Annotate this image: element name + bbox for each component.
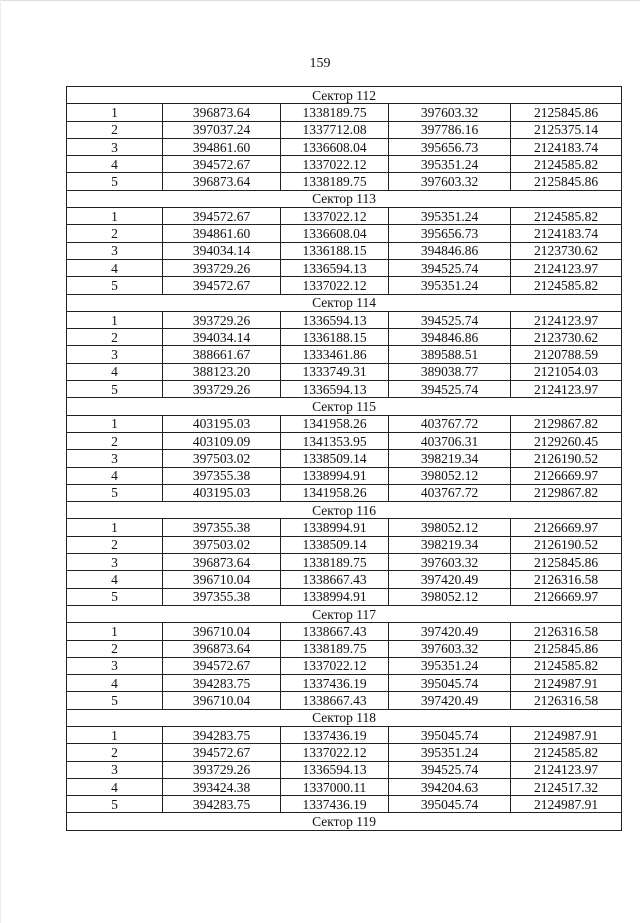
sector-header-row (67, 709, 622, 726)
coordinate-cell: 395045.74 (389, 726, 511, 743)
coordinate-cell: 398052.12 (389, 588, 511, 605)
coordinate-cell: 1338667.43 (281, 623, 389, 640)
coordinate-cell: 393424.38 (163, 778, 281, 795)
table-row (67, 346, 622, 363)
coordinate-cell: 393729.26 (163, 311, 281, 328)
page-number: 159 (309, 56, 331, 71)
table-row (67, 104, 622, 121)
coordinate-cell: 2123730.62 (511, 242, 622, 259)
sector-title: Сектор 117 (67, 605, 622, 622)
coordinate-cell: 397420.49 (389, 571, 511, 588)
coordinate-cell: 2126316.58 (511, 692, 622, 709)
coordinate-cell: 394572.67 (163, 277, 281, 294)
coordinate-cell: 397603.32 (389, 554, 511, 571)
sector-title: Сектор 116 (67, 502, 622, 519)
point-number-cell: 1 (67, 519, 163, 536)
coordinate-cell: 395351.24 (389, 208, 511, 225)
coordinate-cell: 397603.32 (389, 104, 511, 121)
table-row (67, 675, 622, 692)
point-number-cell: 5 (67, 381, 163, 398)
point-number-cell: 3 (67, 450, 163, 467)
sector-header-row (67, 190, 622, 207)
coordinate-cell: 2126190.52 (511, 536, 622, 553)
sector-title: Сектор 119 (67, 813, 622, 830)
coordinate-cell: 403195.03 (163, 415, 281, 432)
coordinate-cell: 1336594.13 (281, 311, 389, 328)
coordinate-cell: 388661.67 (163, 346, 281, 363)
sector-title: Сектор 112 (67, 87, 622, 104)
coordinate-cell: 1337436.19 (281, 796, 389, 813)
coordinate-cell: 395045.74 (389, 796, 511, 813)
coordinate-cell: 394525.74 (389, 259, 511, 276)
coordinate-cell: 396873.64 (163, 554, 281, 571)
coordinate-cell: 1333749.31 (281, 363, 389, 380)
table-row (67, 138, 622, 155)
point-number-cell: 4 (67, 675, 163, 692)
coordinate-cell: 2126669.97 (511, 467, 622, 484)
table-row (67, 311, 622, 328)
coordinate-cell: 2126316.58 (511, 571, 622, 588)
sector-title: Сектор 114 (67, 294, 622, 311)
coordinate-cell: 2124987.91 (511, 726, 622, 743)
point-number-cell: 2 (67, 225, 163, 242)
coordinate-cell: 2125845.86 (511, 554, 622, 571)
coordinate-cell: 1341958.26 (281, 484, 389, 501)
coordinate-cell: 397603.32 (389, 173, 511, 190)
coordinate-cell: 2124123.97 (511, 761, 622, 778)
coordinate-cell: 396710.04 (163, 692, 281, 709)
coordinate-cell: 1338189.75 (281, 640, 389, 657)
coordinate-cell: 395656.73 (389, 225, 511, 242)
table-row (67, 796, 622, 813)
coordinate-cell: 397420.49 (389, 692, 511, 709)
coordinate-cell: 2124585.82 (511, 208, 622, 225)
table-row (67, 242, 622, 259)
coordinate-cell: 395351.24 (389, 744, 511, 761)
coordinate-cell: 394283.75 (163, 726, 281, 743)
table-row (67, 692, 622, 709)
table-row (67, 450, 622, 467)
point-number-cell: 2 (67, 329, 163, 346)
coordinate-cell: 394861.60 (163, 225, 281, 242)
coordinate-cell: 397420.49 (389, 623, 511, 640)
table-row (67, 415, 622, 432)
coordinate-cell: 393729.26 (163, 259, 281, 276)
point-number-cell: 4 (67, 778, 163, 795)
point-number-cell: 4 (67, 156, 163, 173)
table-row (67, 432, 622, 449)
point-number-cell: 5 (67, 277, 163, 294)
table-row (67, 588, 622, 605)
table-row (67, 761, 622, 778)
coordinate-cell: 2125845.86 (511, 104, 622, 121)
coordinate-cell: 2129867.82 (511, 484, 622, 501)
coordinate-cell: 397503.02 (163, 536, 281, 553)
coordinate-cell: 1338509.14 (281, 536, 389, 553)
sector-title: Сектор 118 (67, 709, 622, 726)
coordinate-cell: 1337436.19 (281, 675, 389, 692)
coordinate-cell: 1336594.13 (281, 761, 389, 778)
table-row (67, 484, 622, 501)
table-row (67, 329, 622, 346)
coordinates-table-body (67, 87, 622, 831)
point-number-cell: 5 (67, 484, 163, 501)
coordinate-cell: 2124183.74 (511, 225, 622, 242)
point-number-cell: 2 (67, 640, 163, 657)
table-row (67, 519, 622, 536)
point-number-cell: 2 (67, 536, 163, 553)
coordinate-cell: 394572.67 (163, 657, 281, 674)
coordinate-cell: 2124585.82 (511, 277, 622, 294)
coordinate-cell: 2124123.97 (511, 311, 622, 328)
table-row (67, 726, 622, 743)
table-row (67, 536, 622, 553)
coordinate-cell: 396873.64 (163, 104, 281, 121)
point-number-cell: 5 (67, 173, 163, 190)
coordinate-cell: 397603.32 (389, 640, 511, 657)
coordinate-cell: 2124987.91 (511, 675, 622, 692)
coordinate-cell: 403195.03 (163, 484, 281, 501)
table-row (67, 554, 622, 571)
coordinate-cell: 2124183.74 (511, 138, 622, 155)
coordinate-cell: 393729.26 (163, 381, 281, 398)
coordinate-cell: 403767.72 (389, 415, 511, 432)
point-number-cell: 1 (67, 104, 163, 121)
point-number-cell: 4 (67, 363, 163, 380)
coordinate-cell: 1338994.91 (281, 467, 389, 484)
coordinate-cell: 389038.77 (389, 363, 511, 380)
coordinate-cell: 397503.02 (163, 450, 281, 467)
coordinate-cell: 1338189.75 (281, 104, 389, 121)
coordinate-cell: 395351.24 (389, 277, 511, 294)
point-number-cell: 3 (67, 554, 163, 571)
coordinate-cell: 394204.63 (389, 778, 511, 795)
coordinate-cell: 1337022.12 (281, 277, 389, 294)
coordinate-cell: 2124123.97 (511, 381, 622, 398)
coordinate-cell: 2124987.91 (511, 796, 622, 813)
table-row (67, 381, 622, 398)
point-number-cell: 1 (67, 623, 163, 640)
point-number-cell: 2 (67, 432, 163, 449)
coordinate-cell: 394283.75 (163, 675, 281, 692)
coordinate-cell: 1336594.13 (281, 259, 389, 276)
table-row (67, 173, 622, 190)
point-number-cell: 3 (67, 138, 163, 155)
coordinate-cell: 1333461.86 (281, 346, 389, 363)
coordinate-cell: 396710.04 (163, 623, 281, 640)
coordinate-cell: 1337022.12 (281, 657, 389, 674)
point-number-cell: 3 (67, 346, 163, 363)
coordinate-cell: 1338189.75 (281, 554, 389, 571)
point-number-cell: 1 (67, 415, 163, 432)
coordinate-cell: 1337022.12 (281, 156, 389, 173)
point-number-cell: 5 (67, 692, 163, 709)
table-row (67, 363, 622, 380)
sector-title: Сектор 115 (67, 398, 622, 415)
point-number-cell: 1 (67, 726, 163, 743)
page-left-edge (0, 0, 1, 923)
coordinate-cell: 1336608.04 (281, 225, 389, 242)
coordinate-cell: 397355.38 (163, 588, 281, 605)
table-row (67, 208, 622, 225)
coordinate-cell: 1338509.14 (281, 450, 389, 467)
coordinate-cell: 396873.64 (163, 640, 281, 657)
coordinate-cell: 394572.67 (163, 208, 281, 225)
coordinate-cell: 1338667.43 (281, 692, 389, 709)
point-number-cell: 3 (67, 761, 163, 778)
coordinate-cell: 395351.24 (389, 156, 511, 173)
coordinate-cell: 1337436.19 (281, 726, 389, 743)
coordinate-cell: 397786.16 (389, 121, 511, 138)
coordinate-cell: 394525.74 (389, 761, 511, 778)
coordinate-cell: 2126669.97 (511, 588, 622, 605)
sector-header-row (67, 294, 622, 311)
coordinate-cell: 2124585.82 (511, 744, 622, 761)
point-number-cell: 4 (67, 467, 163, 484)
point-number-cell: 3 (67, 242, 163, 259)
sector-header-row (67, 87, 622, 104)
coordinate-cell: 1337022.12 (281, 744, 389, 761)
coordinate-cell: 394034.14 (163, 329, 281, 346)
coordinate-cell: 1337000.11 (281, 778, 389, 795)
coordinate-cell: 1338189.75 (281, 173, 389, 190)
point-number-cell: 3 (67, 657, 163, 674)
coordinate-cell: 395351.24 (389, 657, 511, 674)
coordinate-cell: 1336188.15 (281, 329, 389, 346)
sector-header-row (67, 605, 622, 622)
table-row (67, 467, 622, 484)
coordinate-cell: 2126669.97 (511, 519, 622, 536)
coordinate-cell: 394572.67 (163, 156, 281, 173)
coordinate-cell: 2129867.82 (511, 415, 622, 432)
point-number-cell: 4 (67, 259, 163, 276)
coordinate-cell: 1341353.95 (281, 432, 389, 449)
coordinate-cell: 2126316.58 (511, 623, 622, 640)
coordinate-cell: 1336594.13 (281, 381, 389, 398)
coordinate-cell: 396873.64 (163, 173, 281, 190)
coordinate-cell: 1336188.15 (281, 242, 389, 259)
coordinate-cell: 395656.73 (389, 138, 511, 155)
coordinate-cell: 1336608.04 (281, 138, 389, 155)
page-top-edge (0, 0, 640, 1)
coordinate-cell: 1338994.91 (281, 588, 389, 605)
coordinate-cell: 397355.38 (163, 519, 281, 536)
coordinate-cell: 2125375.14 (511, 121, 622, 138)
point-number-cell: 5 (67, 588, 163, 605)
coordinate-cell: 2120788.59 (511, 346, 622, 363)
point-number-cell: 5 (67, 796, 163, 813)
coordinates-table (66, 86, 622, 831)
coordinate-cell: 398052.12 (389, 519, 511, 536)
coordinate-cell: 393729.26 (163, 761, 281, 778)
table-row (67, 778, 622, 795)
coordinate-cell: 396710.04 (163, 571, 281, 588)
table-row (67, 225, 622, 242)
table-row (67, 571, 622, 588)
sector-title: Сектор 113 (67, 190, 622, 207)
table-row (67, 640, 622, 657)
coordinate-cell: 394846.86 (389, 242, 511, 259)
coordinate-cell: 1341958.26 (281, 415, 389, 432)
sector-header-row (67, 398, 622, 415)
coordinate-cell: 2123730.62 (511, 329, 622, 346)
table-row (67, 744, 622, 761)
point-number-cell: 1 (67, 208, 163, 225)
sector-header-row (67, 502, 622, 519)
coordinate-cell: 2121054.03 (511, 363, 622, 380)
point-number-cell: 1 (67, 311, 163, 328)
sector-header-row (67, 813, 622, 830)
coordinate-cell: 394525.74 (389, 311, 511, 328)
coordinate-cell: 1337022.12 (281, 208, 389, 225)
coordinate-cell: 403109.09 (163, 432, 281, 449)
table-row (67, 623, 622, 640)
coordinate-cell: 398052.12 (389, 467, 511, 484)
coordinate-cell: 403706.31 (389, 432, 511, 449)
coordinate-cell: 398219.34 (389, 450, 511, 467)
table-row (67, 657, 622, 674)
coordinate-cell: 397355.38 (163, 467, 281, 484)
table-row (67, 277, 622, 294)
coordinate-cell: 394846.86 (389, 329, 511, 346)
coordinate-cell: 389588.51 (389, 346, 511, 363)
coordinate-cell: 2124585.82 (511, 156, 622, 173)
coordinate-cell: 2124585.82 (511, 657, 622, 674)
table-row (67, 121, 622, 138)
coordinate-cell: 394525.74 (389, 381, 511, 398)
coordinate-cell: 394034.14 (163, 242, 281, 259)
point-number-cell: 4 (67, 571, 163, 588)
coordinate-cell: 2125845.86 (511, 640, 622, 657)
coordinate-cell: 1338667.43 (281, 571, 389, 588)
table-row (67, 259, 622, 276)
coordinate-cell: 398219.34 (389, 536, 511, 553)
coordinate-cell: 2124123.97 (511, 259, 622, 276)
coordinate-cell: 2124517.32 (511, 778, 622, 795)
coordinate-cell: 397037.24 (163, 121, 281, 138)
coordinate-cell: 394572.67 (163, 744, 281, 761)
point-number-cell: 2 (67, 121, 163, 138)
coordinate-cell: 1337712.08 (281, 121, 389, 138)
coordinate-cell: 395045.74 (389, 675, 511, 692)
table-row (67, 156, 622, 173)
coordinate-cell: 2125845.86 (511, 173, 622, 190)
coordinate-cell: 2126190.52 (511, 450, 622, 467)
coordinate-cell: 388123.20 (163, 363, 281, 380)
coordinate-cell: 403767.72 (389, 484, 511, 501)
coordinate-cell: 394283.75 (163, 796, 281, 813)
coordinate-cell: 394861.60 (163, 138, 281, 155)
coordinate-cell: 2129260.45 (511, 432, 622, 449)
point-number-cell: 2 (67, 744, 163, 761)
coordinate-cell: 1338994.91 (281, 519, 389, 536)
